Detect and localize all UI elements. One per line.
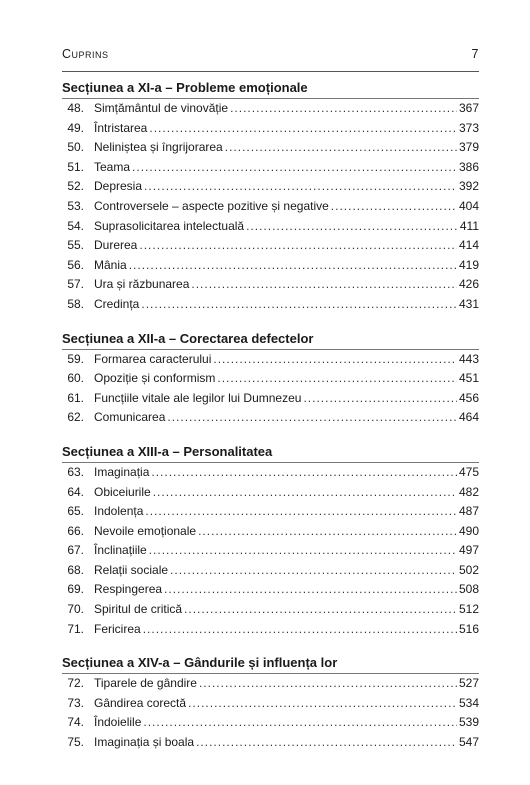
running-title: Cuprins — [62, 47, 109, 61]
dot-leader — [184, 600, 457, 620]
toc-entry[interactable] — [62, 580, 479, 600]
entry-title: Spiritul de critică — [94, 602, 183, 617]
entry-page-number: 379 — [458, 140, 479, 155]
entry-title: Opoziție și conformism — [94, 371, 216, 386]
entry-page-number: 527 — [458, 676, 479, 691]
entry-number: 54. — [67, 218, 84, 233]
entry-page-number: 475 — [458, 464, 479, 479]
entry-title: Ura și răzbunarea — [94, 277, 190, 292]
entry-title: Fericirea — [94, 621, 141, 636]
entry-page-number: 367 — [458, 101, 479, 115]
entry-number: 53. — [67, 198, 84, 213]
toc-entry[interactable] — [62, 119, 479, 139]
entry-number: 64. — [67, 484, 84, 499]
entry-title: Înclinațiile — [94, 543, 147, 558]
toc-entry[interactable] — [62, 389, 479, 409]
toc-entry[interactable] — [62, 236, 479, 256]
entry-number: 58. — [67, 296, 84, 311]
entry-title: Neliniștea și îngrijorarea — [94, 140, 223, 155]
entry-page-number: 426 — [458, 277, 479, 292]
entry-page-number: 512 — [458, 602, 479, 617]
dot-leader — [170, 561, 457, 581]
entry-number: 68. — [67, 562, 84, 577]
toc-section — [62, 78, 479, 315]
dot-leader — [198, 522, 457, 542]
entry-page-number: 497 — [458, 543, 479, 558]
entry-title: Nevoile emoționale — [94, 523, 197, 538]
header-rule — [62, 71, 479, 72]
toc-entry[interactable] — [62, 177, 479, 197]
dot-leader — [217, 369, 457, 389]
entry-page-number: 373 — [458, 120, 479, 135]
entry-title: Mânia — [94, 257, 127, 272]
dot-leader — [143, 713, 457, 733]
toc-entry[interactable] — [62, 408, 479, 428]
dot-leader — [331, 197, 457, 217]
entry-number: 67. — [67, 543, 84, 558]
toc-entry[interactable] — [62, 217, 479, 237]
toc-entry[interactable] — [62, 463, 479, 483]
toc-entry[interactable] — [62, 561, 479, 581]
entry-list — [62, 350, 479, 428]
entry-title: Respingerea — [94, 582, 163, 597]
entry-number: 48. — [67, 101, 84, 115]
page-number: 7 — [471, 47, 479, 61]
toc-entry[interactable] — [62, 502, 479, 522]
dot-leader — [191, 275, 457, 295]
entry-title: Suprasolicitarea intelectuală — [94, 218, 245, 233]
entry-number: 72. — [67, 676, 84, 691]
entry-number: 62. — [67, 410, 84, 425]
dot-leader — [151, 463, 457, 483]
toc-section — [62, 329, 479, 428]
entry-number: 60. — [67, 371, 84, 386]
entry-page-number: 411 — [459, 218, 479, 233]
toc-entry[interactable] — [62, 733, 479, 753]
entry-number: 51. — [67, 159, 84, 174]
dot-leader — [196, 733, 457, 753]
dot-leader — [143, 620, 457, 640]
dot-leader — [149, 541, 457, 561]
dot-leader — [145, 502, 457, 522]
toc-entry[interactable] — [62, 522, 479, 542]
entry-page-number: 487 — [458, 504, 479, 519]
dot-leader — [225, 138, 457, 158]
entry-page-number: 392 — [458, 179, 479, 194]
entry-page-number: 456 — [458, 390, 479, 405]
entry-list — [62, 463, 479, 639]
entry-number: 61. — [67, 390, 84, 405]
entry-page-number: 547 — [458, 735, 479, 750]
toc-entry[interactable] — [62, 99, 479, 119]
toc-entry[interactable] — [62, 256, 479, 276]
entry-number: 65. — [67, 504, 84, 519]
section-title: Secțiunea a XIII-a – Personalitatea — [62, 443, 273, 459]
entry-page-number: 490 — [458, 523, 479, 538]
toc-entry[interactable] — [62, 158, 479, 178]
toc-entry[interactable] — [62, 483, 479, 503]
dot-leader — [144, 177, 457, 197]
page-header — [62, 47, 479, 67]
entry-title: Relații sociale — [94, 562, 169, 577]
entry-number: 66. — [67, 523, 84, 538]
table-of-contents — [62, 78, 479, 753]
entry-page-number: 539 — [458, 715, 479, 730]
entry-number: 55. — [67, 238, 84, 253]
toc-section — [62, 653, 479, 752]
dot-leader — [164, 580, 457, 600]
entry-number: 57. — [67, 277, 84, 292]
entry-number: 52. — [67, 179, 84, 194]
entry-title: Imaginația — [94, 464, 150, 479]
entry-number: 73. — [67, 695, 84, 710]
entry-page-number: 431 — [458, 296, 479, 311]
entry-page-number: 404 — [458, 198, 479, 213]
entry-page-number: 464 — [458, 410, 479, 425]
entry-title: Indolența — [94, 504, 144, 519]
entry-number: 59. — [67, 351, 84, 366]
dot-leader — [199, 674, 457, 694]
entry-number: 50. — [67, 140, 84, 155]
entry-number: 74. — [67, 715, 84, 730]
toc-entry[interactable] — [62, 369, 479, 389]
dot-leader — [213, 350, 457, 370]
dot-leader — [246, 217, 458, 237]
entry-number: 56. — [67, 257, 84, 272]
entry-title: Controversele – aspecte pozitive și negative — [94, 198, 329, 213]
entry-page-number: 451 — [458, 371, 479, 386]
entry-title: Simțământul de vinovăție — [94, 101, 229, 115]
toc-entry[interactable] — [62, 620, 479, 640]
entry-title: Comunicarea — [94, 410, 166, 425]
entry-title: Credința — [94, 296, 140, 311]
entry-title: Imaginația și boala — [94, 735, 195, 750]
dot-leader — [139, 236, 457, 256]
entry-number: 63. — [67, 464, 84, 479]
toc-entry[interactable] — [62, 600, 479, 620]
entry-title: Formarea caracterului — [94, 351, 212, 366]
entry-number: 69. — [67, 582, 84, 597]
entry-page-number: 414 — [458, 238, 479, 253]
dot-leader — [132, 158, 457, 178]
entry-title: Teama — [94, 159, 131, 174]
entry-title: Depresia — [94, 179, 143, 194]
entry-title: Tiparele de gândire — [94, 676, 197, 691]
entry-page-number: 502 — [458, 562, 479, 577]
section-title: Secțiunea a XII-a – Corectarea defectelor — [62, 330, 314, 346]
toc-entry[interactable] — [62, 275, 479, 295]
toc-entry[interactable] — [62, 674, 479, 694]
entry-page-number: 508 — [458, 582, 479, 597]
entry-number: 49. — [67, 120, 84, 135]
dot-leader — [230, 99, 457, 119]
toc-entry[interactable] — [62, 295, 479, 315]
entry-title: Funcțiile vitale ale legilor lui Dumnezeu — [94, 390, 302, 405]
toc-entry[interactable] — [62, 197, 479, 217]
entry-page-number: 482 — [458, 484, 479, 499]
toc-entry[interactable] — [62, 713, 479, 733]
dot-leader — [153, 483, 457, 503]
dot-leader — [303, 389, 457, 409]
section-title: Secțiunea a XI-a – Probleme emoționale — [62, 80, 308, 95]
entry-page-number: 419 — [458, 257, 479, 272]
entry-title: Îndoielile — [94, 715, 142, 730]
dot-leader — [141, 295, 457, 315]
toc-entry[interactable] — [62, 350, 479, 370]
entry-title: Gândirea corectă — [94, 695, 187, 710]
entry-title: Obiceiurile — [94, 484, 151, 499]
entry-title: Durerea — [94, 238, 138, 253]
entry-list — [62, 674, 479, 752]
toc-entry[interactable] — [62, 694, 479, 714]
toc-entry[interactable] — [62, 138, 479, 158]
dot-leader — [149, 119, 457, 139]
entry-page-number: 443 — [458, 351, 479, 366]
dot-leader — [167, 408, 457, 428]
toc-entry[interactable] — [62, 541, 479, 561]
entry-number: 70. — [67, 602, 84, 617]
entry-list — [62, 99, 479, 315]
toc-section — [62, 442, 479, 639]
entry-page-number: 516 — [458, 621, 479, 636]
entry-title: Întristarea — [94, 120, 148, 135]
dot-leader — [129, 256, 457, 276]
entry-number: 75. — [67, 735, 84, 750]
dot-leader — [188, 694, 457, 714]
entry-number: 71. — [67, 621, 84, 636]
entry-page-number: 386 — [458, 159, 479, 174]
entry-page-number: 534 — [458, 695, 479, 710]
section-title: Secțiunea a XIV-a – Gândurile și influența lor — [62, 655, 338, 671]
